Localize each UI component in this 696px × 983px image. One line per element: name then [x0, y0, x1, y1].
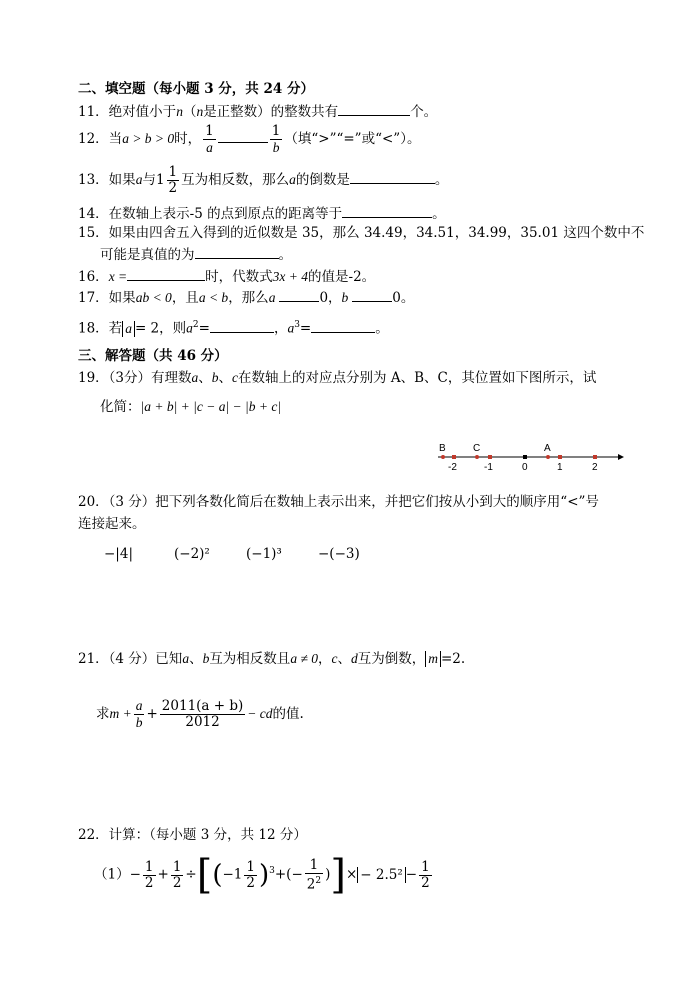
q22-op: × — [345, 866, 358, 883]
q22-den-base: 2 — [306, 876, 316, 893]
q11-var: n — [176, 104, 183, 119]
q18-var: a — [287, 320, 295, 336]
q12 — [78, 121, 420, 157]
q15-text: 。 — [278, 247, 292, 263]
q13-whole: 1 — [155, 172, 165, 188]
q11-text: 11．绝对值小于 — [78, 104, 177, 120]
q21-text: 21．（4 分）已知 — [78, 651, 183, 667]
q19-var: a — [191, 370, 199, 385]
q22-op: − — [405, 866, 418, 883]
q21-frac-2011-num: 2011(a + b) — [161, 698, 244, 714]
tick-marker — [523, 455, 527, 459]
q21-op: + — [146, 706, 158, 722]
q22-frac-num: 1 — [172, 858, 182, 875]
q16-text: 时，代数式 — [205, 269, 273, 285]
q15-line2 — [100, 244, 292, 264]
q19-sep: 、 — [198, 370, 212, 386]
q22-frac-num: 1 — [305, 858, 323, 874]
q13-var: a — [135, 172, 143, 187]
q21-var: c — [331, 651, 338, 666]
q17-text: ，那么 — [228, 290, 269, 306]
q18-text: = — [198, 320, 210, 337]
tick-label: -2 — [448, 462, 457, 472]
q12-cond: a > b > 0 — [122, 131, 175, 146]
q20-item: (−1)³ — [246, 546, 282, 562]
q16-blank[interactable] — [127, 266, 205, 281]
q11-text: （ — [182, 104, 197, 120]
point-a — [546, 455, 550, 459]
q14-blank[interactable] — [342, 203, 432, 218]
q13 — [78, 162, 448, 198]
tick-label: 1 — [557, 462, 563, 472]
q21-var: a — [135, 698, 143, 713]
q21-text: 求 — [96, 706, 110, 722]
q19-var: c — [232, 370, 239, 385]
q22-op: ÷ — [185, 866, 197, 883]
q22-op: +(− — [274, 866, 303, 883]
q21-frac-ab-num — [134, 698, 145, 715]
q21-var: a — [182, 651, 190, 666]
q21-expr: m + — [109, 706, 132, 721]
q13-blank[interactable] — [350, 169, 435, 184]
q22-frac-num: 1 — [421, 858, 430, 875]
q15-blank[interactable] — [195, 244, 279, 259]
q22-part1 — [94, 846, 434, 896]
point-b — [441, 455, 445, 459]
q22-frac — [171, 860, 184, 891]
q16-var: x = — [108, 269, 128, 284]
q22-frac — [419, 860, 432, 891]
q22-frac — [305, 858, 323, 893]
q18-blank-a[interactable] — [210, 318, 274, 333]
q19-text: 在数轴上的对应点分别为 A、B、C，其位置如下图所示，试 — [238, 370, 597, 386]
point-c — [475, 455, 479, 459]
tick-marker — [452, 455, 456, 459]
tick-label: 2 — [592, 462, 598, 472]
q21-line2 — [96, 694, 304, 734]
q22-frac — [244, 860, 257, 891]
q13-text: 与 — [142, 172, 156, 188]
q17-text: 17．如果 — [78, 290, 136, 306]
q13-text: 互为相反数，那么 — [181, 172, 290, 188]
q18-var: a — [125, 320, 132, 336]
q17-text: 0。 — [392, 290, 415, 306]
tick-label: -1 — [484, 462, 493, 472]
q21-frac-2011 — [160, 699, 245, 730]
q12-frac1-den-var: a — [206, 139, 213, 155]
q18-text: 。 — [375, 320, 389, 337]
q22-op: ) — [325, 866, 331, 883]
tick-marker — [488, 455, 492, 459]
q22-sup: 3 — [269, 866, 275, 876]
q21-expr: a ≠ 0 — [290, 651, 318, 666]
tick-marker — [558, 455, 562, 459]
q12-frac2-num: 1 — [271, 122, 281, 139]
q12-frac1-num: 1 — [205, 122, 214, 139]
q18-text: = — [299, 320, 312, 337]
q17-expr: ab < 0 — [135, 290, 172, 305]
q21-text: =2. — [440, 651, 466, 667]
q16 — [78, 266, 375, 286]
q17-var: b — [341, 290, 349, 305]
tick-marker — [593, 455, 597, 459]
q13-frac-den: 2 — [168, 180, 178, 196]
q17-var: a — [268, 290, 276, 305]
q22-frac-den — [305, 874, 323, 893]
q22-op: − — [129, 866, 141, 883]
number-line — [432, 438, 627, 472]
q19-line2 — [100, 398, 281, 416]
label-a: A — [544, 443, 551, 454]
q11-var: n — [196, 104, 204, 119]
q18-var: a — [186, 320, 193, 336]
q21-frac-2011-den: 2012 — [185, 714, 220, 730]
q20-line1: 20．（3 分）把下列各数化简后在数轴上表示出来，并把它们按从小到大的顺序用“<”号 — [78, 494, 599, 510]
label-c: C — [473, 443, 481, 454]
q17-text: ，且 — [171, 290, 199, 306]
q20-item: −(−3) — [318, 546, 360, 562]
q20-line2: 连接起来。 — [78, 516, 146, 532]
q11-text: 个。 — [410, 104, 438, 120]
q21-text: 互为倒数， — [357, 651, 426, 667]
q21-var: b — [202, 651, 210, 666]
q21-var: m — [428, 651, 438, 666]
q17-blank-a[interactable] — [279, 287, 319, 302]
q18-text: = 2，则 — [134, 320, 187, 337]
q22-frac-den: 2 — [246, 874, 255, 891]
q19-var: b — [211, 370, 219, 385]
q14-text: 。 — [432, 206, 446, 222]
q12-frac2-den-var: b — [272, 139, 280, 155]
q21-abs — [425, 651, 441, 667]
q11-blank[interactable] — [338, 101, 410, 116]
q11 — [78, 101, 437, 121]
q11-text: 是正整数）的整数共有 — [203, 104, 339, 120]
q19-text: 19．（3分）有理数 — [78, 370, 192, 386]
right-bracket: ] — [330, 852, 346, 898]
q21-text: 互为相反数且 — [209, 651, 291, 667]
q12-text: 12．当 — [78, 131, 123, 147]
q18 — [78, 316, 389, 338]
q17-blank-b[interactable] — [352, 287, 392, 302]
q19-line1 — [78, 369, 596, 387]
left-bracket: [ — [196, 852, 213, 898]
q21-line1: 21．（4 分）已知a、b互为相反数且a ≠ 0，c、d互为倒数， m =2. — [78, 651, 466, 667]
q12-frac1-den — [203, 140, 216, 156]
q18-text: ， — [273, 320, 288, 337]
q22-abs: − 2.5² — [357, 867, 405, 883]
q20-items — [104, 545, 360, 563]
q17 — [78, 287, 414, 307]
q22-frac — [143, 860, 156, 891]
q13-frac — [167, 165, 180, 196]
q21-frac-ab — [134, 698, 145, 731]
q21-sep: 、 — [189, 651, 203, 667]
right-paren: ) — [258, 860, 270, 890]
q12-frac2 — [270, 124, 283, 156]
q19-text: 化简： — [100, 399, 141, 415]
q21-sep: 、 — [337, 651, 351, 667]
q12-frac2-den — [270, 140, 283, 156]
q17-text: 0， — [319, 290, 342, 306]
q22-frac-den: 2 — [144, 874, 154, 891]
q18-abs — [122, 321, 135, 337]
tick-label: 0 — [522, 462, 528, 472]
q22-frac-den: 2 — [421, 874, 430, 891]
q18-sup: 3 — [294, 320, 300, 330]
q14-text: 14．在数轴上表示-5 的点到原点的距离等于 — [78, 206, 343, 222]
q13-var: a — [289, 172, 296, 187]
q22-sup: 2 — [315, 875, 322, 886]
q12-blank[interactable] — [218, 128, 268, 143]
q18-blank-b[interactable] — [311, 318, 375, 333]
q21-var: b — [135, 715, 143, 730]
q22-frac-num: 1 — [246, 858, 255, 875]
q15-line1: 15．如果由四舍五入得到的近似数是 35，那么 34.49，34.51，34.99，35.01 这四个数中不 — [78, 225, 645, 241]
q20-item: −|4| — [104, 546, 133, 562]
q22-frac-den: 2 — [172, 874, 182, 891]
q20-item: (−2)² — [174, 546, 210, 562]
section2-heading: 二、填空题（每小题 3 分，共 24 分） — [78, 81, 314, 97]
q17-expr: a < b — [198, 290, 229, 305]
q21-expr: − cd — [247, 706, 273, 721]
q16-text: 16． — [78, 269, 109, 285]
q21-text: 的值. — [272, 706, 304, 722]
q18-sup: 2 — [192, 320, 199, 330]
q14 — [78, 203, 446, 223]
q13-text: 的倒数是 — [295, 172, 350, 188]
q22-label: （1） — [94, 866, 130, 883]
q15-text: 可能是真值的为 — [100, 247, 195, 263]
q18-text: 18．若 — [78, 320, 123, 337]
label-b: B — [439, 443, 446, 454]
q13-text: 13．如果 — [78, 172, 136, 188]
q22-num: −1 — [222, 866, 243, 883]
q22-op: + — [157, 866, 169, 883]
q21-var: d — [350, 651, 358, 666]
q22-heading: 22．计算：（每小题 3 分，共 12 分） — [78, 827, 307, 843]
section3-heading: 三、解答题（共 46 分） — [78, 348, 228, 364]
left-paren: ( — [212, 860, 223, 890]
q12-frac1 — [203, 124, 216, 156]
q13-text: 。 — [434, 172, 449, 188]
q13-frac-num: 1 — [168, 164, 178, 180]
q16-text: 的值是-2。 — [308, 269, 376, 285]
q19-expr: |a + b| + |c − a| − |b + c| — [140, 399, 282, 414]
q12-text: （填“>”“=”或“<”）。 — [284, 131, 421, 147]
q21-frac-ab-den — [134, 715, 145, 731]
q12-text: 时， — [174, 131, 202, 147]
q16-expr: 3x + 4 — [272, 269, 309, 284]
q22-frac-num: 1 — [144, 858, 154, 875]
q19-sep: 、 — [218, 370, 233, 386]
number-line-arrow — [618, 454, 624, 460]
